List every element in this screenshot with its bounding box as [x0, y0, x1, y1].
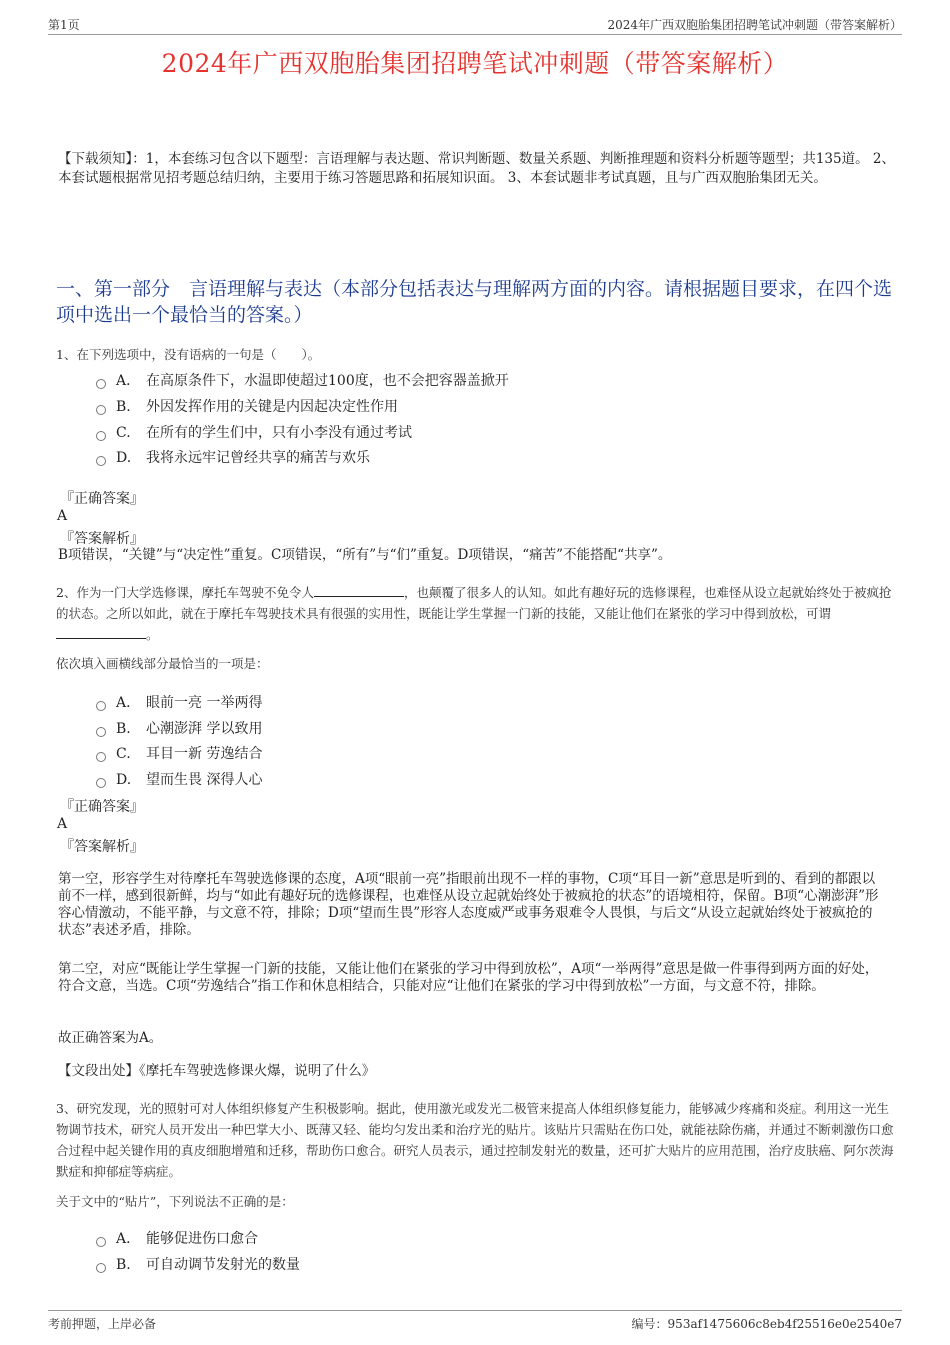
document-title: 2024年广西双胞胎集团招聘笔试冲刺题（带答案解析）: [161, 49, 789, 78]
question-2-prompt: 依次填入画横线部分最恰当的一项是：: [56, 656, 269, 671]
q1-option-b[interactable]: B. 外因发挥作用的关键是内因起决定性作用: [96, 396, 398, 416]
radio-icon[interactable]: [96, 778, 106, 788]
radio-icon[interactable]: [96, 405, 106, 415]
radio-icon[interactable]: [96, 1263, 106, 1273]
q1-analysis: B项错误，“关键”与“决定性”重复。C项错误，“所有”与“们”重复。D项错误，“痛苦”不能搭配“共享”。: [58, 547, 672, 563]
radio-icon[interactable]: [96, 379, 106, 389]
download-notice: 【下载须知】：1，本套练习包含以下题型：言语理解与表达题、常识判断题、数量关系题、判断推理题和资料分析题等题型；共135道。 2、本套试题根据常见招考题总结归纳，主要用于练习答题思路和拓展知识面。 3、本套试题非考试真题，且与广西双胞胎集团无关。: [58, 151, 895, 186]
radio-icon[interactable]: [96, 456, 106, 466]
section-title: 一、第一部分 言语理解与表达（本部分包括表达与理解两方面的内容。请根据题目要求，在四个选项中选出一个最恰当的答案。）: [56, 278, 893, 326]
q3-option-a[interactable]: A． 能够促进伤口愈合: [96, 1228, 258, 1248]
q2-option-b[interactable]: B. 心潮澎湃 学以致用: [96, 718, 262, 738]
question-3-text: 3、研究发现，光的照射可对人体组织修复产生积极影响。据此，使用激光或发光二极管来提高人体组织修复能力，能够减少疼痛和炎症。利用这一光生物调节技术，研究人员开发出一种巴掌大小、既薄又轻、能均匀发出柔和治疗光的贴片。该贴片只需贴在伤口处，就能祛除伤痛，并通过不断刺激伤口愈合过程中起关键作用的真皮细胞增殖和迁移，帮助伤口愈合。研究人员表示，通过控制发射光的数量，还可扩大贴片的应用范围，治疗皮肤癌、阿尔茨海默症和抑郁症等病症。: [56, 1101, 894, 1179]
question-2-text: 2、作为一门大学选修课，摩托车驾驶不免令人 ，也颠覆了很多人的认知。如此有趣好玩的选修课程，也难怪从设立起就始终处于被疯抢的状态。之所以如此，就在于摩托车驾驶技术具有很强的实用性，既能让学生掌握一门新的技能，又能让他们在紧张的学习中得到放松，可谓。: [56, 585, 892, 642]
q3-option-b[interactable]: B. 可自动调节发射光的数量: [96, 1254, 300, 1274]
q1-analysis-label: 『答案解析』: [60, 531, 144, 547]
footer-slogan: 考前押题，上岸必备: [48, 1317, 157, 1331]
footer-code: 编号：953af1475606c8eb4f25516e0e2540e7: [631, 1317, 902, 1331]
radio-icon[interactable]: [96, 431, 106, 441]
q2-answer: A: [57, 816, 68, 832]
q1-option-d[interactable]: D. 我将永远牢记曾经共享的痛苦与欢乐: [96, 447, 370, 467]
q1-option-a[interactable]: A． 在高原条件下，水温即使超过100度，也不会把容器盖掀开: [96, 370, 509, 390]
q2-conclusion: 故正确答案为A。: [58, 1030, 163, 1046]
fill-blank: [56, 628, 146, 639]
radio-icon[interactable]: [96, 701, 106, 711]
q2-analysis-paragraph-2: 第二空，对应“既能让学生掌握一门新的技能，又能让他们在紧张的学习中得到放松”，A项“一举两得”意思是做一件事得到两方面的好处，符合文意，当选。C项“劳逸结合”指工作和休息相结合，只能对应“让他们在紧张的学习中得到放松”一方面，与文意不符，排除。: [58, 961, 879, 994]
q2-analysis-paragraph-1: 第一空，形容学生对待摩托车驾驶选修课的态度，A项“眼前一亮”指眼前出现不一样的事物，C项“耳目一新”意思是听到的、看到的都跟以前不一样，感到很新鲜，均与“如此有趣好玩的选修课程，也难怪从设立起就始终处于被疯抢的状态”的语境相符，保留。B项“心潮澎湃”形容心情激动，不能平静，与文意不符，排除；D项“望而生畏”形容人态度威严或事务艰难令人畏惧，与后文“从设立起就始终处于被疯抢的状态”表述矛盾，排除。: [58, 871, 879, 938]
q2-source: 【文段出处】《摩托车驾驶选修课火爆，说明了什么》: [58, 1063, 376, 1079]
q2-analysis-label: 『答案解析』: [60, 839, 144, 855]
page-footer: [48, 1310, 902, 1331]
question-1-text: 1、在下列选项中，没有语病的一句是（ ）。: [56, 347, 321, 362]
header-doc-title: 2024年广西双胞胎集团招聘笔试冲刺题（带答案解析）: [607, 18, 902, 32]
q2-correct-answer-label: 『正确答案』: [60, 799, 144, 815]
q2-option-d[interactable]: D. 望而生畏 深得人心: [96, 769, 262, 789]
q1-correct-answer-label: 『正确答案』: [60, 491, 144, 507]
q2-option-a[interactable]: A． 眼前一亮 一举两得: [96, 692, 262, 712]
q2-option-c[interactable]: C. 耳目一新 劳逸结合: [96, 743, 262, 763]
fill-blank: [314, 586, 404, 597]
page-header: [48, 14, 902, 35]
q1-option-c[interactable]: C. 在所有的学生们中，只有小李没有通过考试: [96, 422, 412, 442]
q1-answer: A: [57, 508, 68, 524]
question-3-prompt: 关于文中的“贴片”，下列说法不正确的是：: [56, 1194, 294, 1209]
radio-icon[interactable]: [96, 727, 106, 737]
page-number: 第1页: [48, 18, 80, 32]
radio-icon[interactable]: [96, 1237, 106, 1247]
radio-icon[interactable]: [96, 752, 106, 762]
